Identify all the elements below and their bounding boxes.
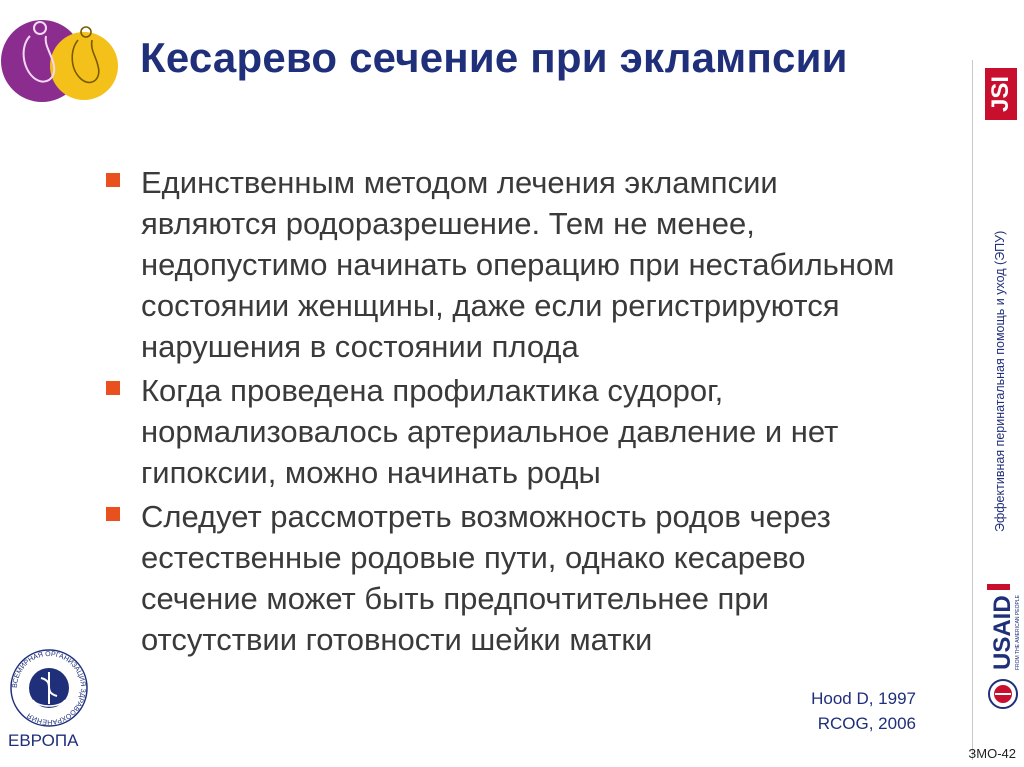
bullet-item [102,370,922,493]
references [811,686,916,736]
bullet-text: Когда проведена профилактика судорог, нормализовалось артериальное давление и нет гипоксии, можно начинать роды [141,373,839,490]
bullet-item [102,496,922,660]
reference-item: RCOG, 2006 [817,714,916,733]
bullet-item [102,162,922,367]
svg-text:USAID: USAID [989,595,1016,670]
svg-text:ВСЕМИРНАЯ ОРГАНИЗАЦИЯ ЗДРАВООХ: ВСЕМИРНАЯ ОРГАНИЗАЦИЯ ЗДРАВООХРАНЕНИЯ [11,650,87,726]
jsi-logo-text: JSI [987,75,1014,113]
who-europe-label: ЕВРОПА [8,731,79,750]
reference-item: Hood D, 1997 [811,689,916,708]
square-bullet-icon [106,507,120,521]
slide-title: Кесарево сечение при эклампсии [140,34,848,81]
bullet-text: Следует рассмотреть возможность родов через естественные родовые пути, однако кесарево сечение может быть предпочтительнее при отсутствии готовности шейки матки [141,499,831,657]
who-emblem-icon [8,648,90,728]
slide-number: ЗМО-42 [968,746,1016,761]
jsi-logo [985,68,1017,120]
square-bullet-icon [106,381,120,395]
svg-text:FROM THE AMERICAN PEOPLE: FROM THE AMERICAN PEOPLE [1015,595,1021,670]
bullet-list [102,162,922,663]
usaid-logo-icon [983,578,1023,710]
square-bullet-icon [106,173,120,187]
bullet-text: Единственным методом лечения эклампсии являются родоразрешение. Тем не менее, недопустимо начинать операцию при нестабильном состоянии женщины, даже если регистрируются нарушения в состоянии плода [141,165,895,364]
program-name-vertical: Эффективная перинатальная помощь и уход (ЭПУ) [993,230,1007,532]
pregnancy-logo-icon [0,6,122,110]
sidebar-divider [972,60,973,760]
